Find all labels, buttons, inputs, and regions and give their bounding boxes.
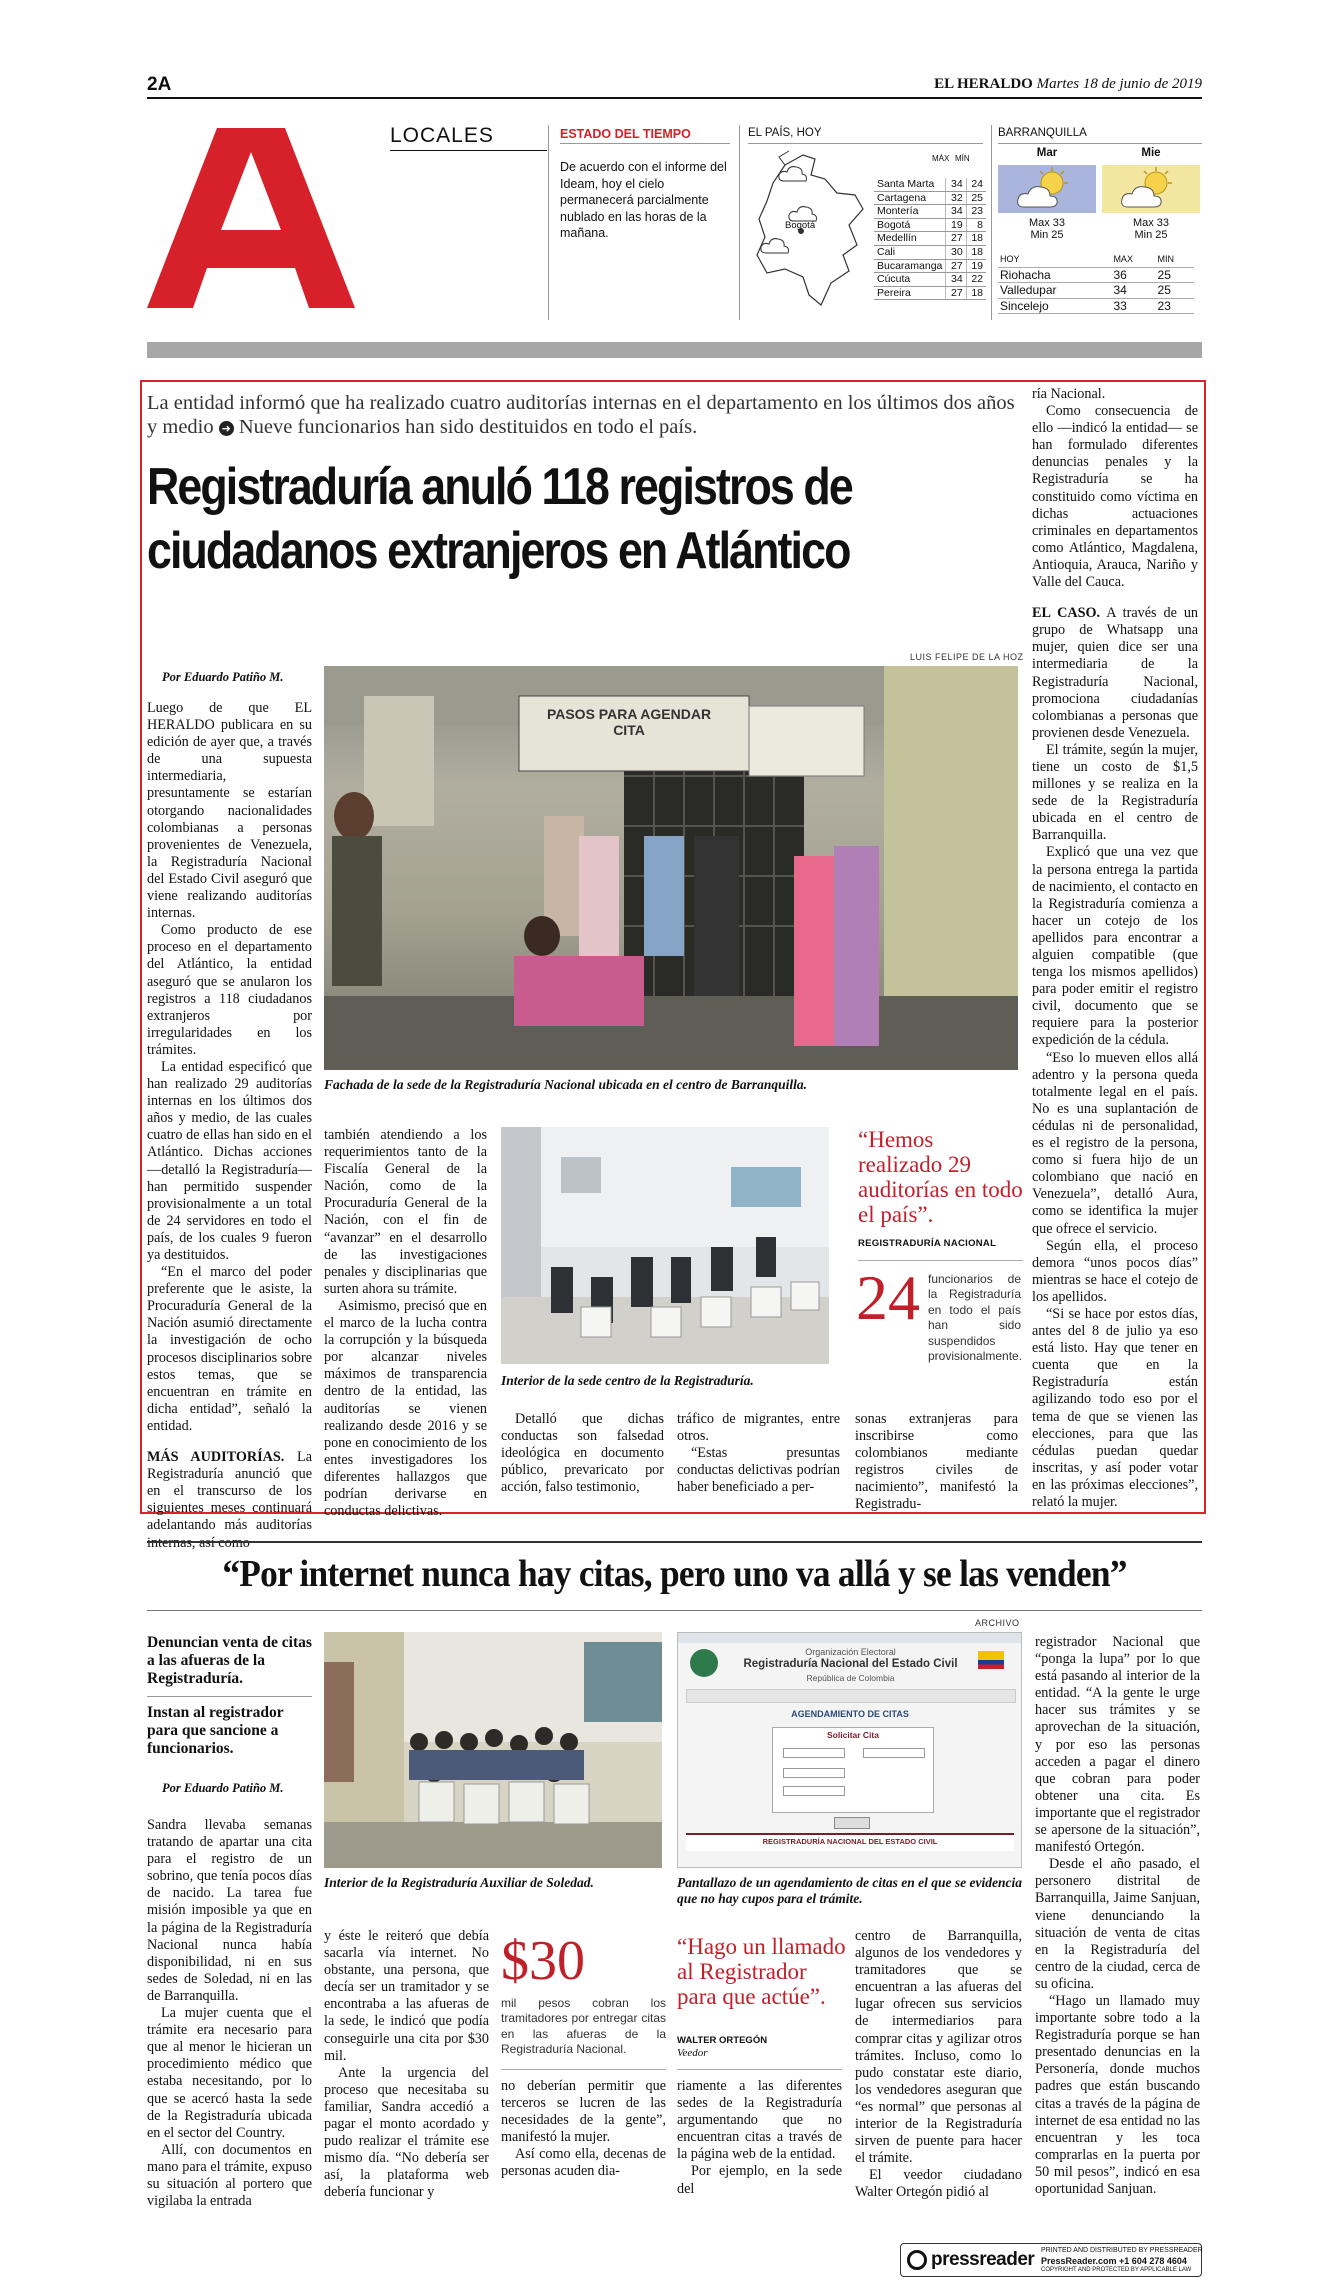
story1-col1-sub-lead: MÁS AUDITORÍAS. [147,1449,285,1466]
city-col-min: MÍN [955,154,970,163]
weather-divider-2 [739,125,740,320]
story1-headline-line1: Registraduría anuló 118 registros de [147,458,852,516]
pressreader-line3: COPYRIGHT AND PROTECTED BY APPLICABLE LAW [1041,2267,1192,2273]
city-max: 27 [946,259,966,273]
screenshot-nav [686,1689,1016,1703]
forecast-day-min: Min 25 [1030,229,1064,241]
section-letter [147,128,355,308]
screenshot-logo [690,1649,718,1677]
story2-deck-rule [147,1696,312,1697]
city-row [874,232,986,246]
city-max: 27 [946,286,966,300]
map-label: EL PAÍS, HOY [748,127,822,139]
story2-pull-quote: “Hago un llamado al Registrador para que actúe”. [677,1934,846,2009]
weather-divider-1 [548,125,549,320]
map-cloud-icon [778,164,808,184]
story1-col6-p7: “Si se hace por estos días, antes del 8 de julio ya eso está listo. Hay que tener en cuenta que en la Registraduría están agilizando todo eso por el tema de que se vienen las elecciones, para que las cédulas puedan quedar inscritas, y así poder votar en las próximas elecciones”, relató la mujer. [1032,1305,1198,1510]
city-min: 8 [966,218,986,232]
story1-col1 [147,700,312,1552]
city-row [874,259,986,273]
today-min: 25 [1156,283,1194,299]
city-row [874,218,986,232]
city-name: Santa Marta [874,178,946,191]
city-row [874,205,986,219]
story1-col4 [677,1411,840,1496]
story1-photo-facade-caption: Fachada de la sede de la Registraduría Nacional ubicada en el centro de Barranquilla. [324,1077,808,1092]
city-name: Cúcuta [874,273,946,287]
story1-col6-p3: El trámite, según la mujer, tiene un costo de $1,5 millones y se realiza en la sede de la Registraduría ubicada en el centro de Barranquilla. [1032,741,1198,844]
story2-col1-p2: La mujer cuenta que el trámite era necesario para que al menor le hicieran un procedimiento médico que estaba necesitando, por lo que se acercó hasta la sede de la Registraduría ubicada en el sector del Country. [147,2005,312,2141]
today-city: Sincelejo [998,298,1111,314]
facade-sign: PASOS PARA AGENDAR CITA [546,706,712,738]
city-row [874,178,986,191]
story1-col5 [855,1411,1018,1514]
section-title: LOCALES [390,124,494,147]
story2-col6-p3: “Hago un llamado muy importante sobre todo a la Registraduría porque se han presentado denuncias en la Personería, donde muchos padres que están buscando citas a través de la página de internet de esa entidad no las encuentran y les toca comprarlas en la puerta por 50 mil pesos”, indicó en esa oportunidad Sanjuan. [1035,1992,1200,2197]
city-max: 19 [946,218,966,232]
today-header-row [998,252,1194,267]
story1-photo-credit: LUIS FELIPE DE LA HOZ [910,652,1024,662]
story1-kicker-a: La entidad informó que ha realizado cuatro auditorías internas en el departamento en los últimos dos años y medio [147,392,1015,438]
story1-col1-p1: Luego de que EL HERALDO publicara en su edición de ayer que, a través de una supuesta intermediaria, presuntamente se estarían otorgando nacionalidades colombianas a personas provenientes de Venezuela, la Registraduría Nacional del Estado Civil aseguró que viene realizando auditorías internas. [147,700,312,922]
story1-pull-quote: “Hemos realizado 29 auditorías en todo el país”. [858,1127,1023,1227]
header-rule [147,97,1202,99]
today-row [998,298,1194,314]
city-min: 23 [966,205,986,219]
story2-col3 [501,2078,666,2181]
city-name: Medellín [874,232,946,246]
screenshot-button [834,1817,870,1829]
forecast-day-card [1102,147,1200,245]
story2-quote-source: WALTER ORTEGÓN [677,2035,768,2046]
partly-cloudy-icon [1118,167,1184,211]
map-cloud-icon [760,236,790,256]
flag-icon [978,1651,1004,1669]
story1-col6-sub [1032,605,1198,742]
forecast-day-max: Max 33 [1028,217,1066,229]
city-min: 22 [966,273,986,287]
story1-headline [147,455,904,583]
screenshot-org: Organización Electoral [805,1647,896,1657]
screenshot-select [783,1786,845,1796]
interior-illustration [501,1127,829,1364]
story2-stat-number: $30 [501,1930,585,1992]
today-header-min: MIN [1156,252,1194,267]
screenshot-form [772,1727,934,1813]
story2-col6-p2: Desde el año pasado, el personero distrital de Barranquilla, Jaime Sanjuan, viene denunciando la situación de venta de citas en la Registraduría del centro de la ciudad, cerca de su oficina. [1035,1856,1200,1992]
city-name: Bucaramanga [874,259,946,273]
masthead-name: EL HERALDO [934,76,1033,92]
today-row [998,267,1194,283]
today-header-max: MAX [1111,252,1155,267]
forecast-day-max: Max 33 [1132,217,1170,229]
weather-divider-3 [991,125,992,320]
story2-photo-soledad [324,1632,662,1868]
story2-col4 [677,2078,842,2198]
story2-col5-p1: centro de Barranquilla, algunos de los vendedores y tramitadores que se encuentran a las afueras del lugar ofrecen sus servicios de intermediarios para comprar citas y agilizar otros trámites. Incluso, como lo pudo constatar este diario, los vendedores aseguran que “es normal” que personas al interior de la Registraduría sirven de puente para hacer el trámite. [855,1928,1022,2167]
story2-screenshot-caption: Pantallazo de un agendamiento de citas en el que se evidencia que no hay cupos para el trámite. [677,1875,1022,1906]
story1-col1-sub [147,1449,312,1552]
story2-col6 [1035,1634,1200,2198]
city-min: 18 [966,286,986,300]
story2-col3-p1: no deberían permitir que terceros se lucren de las necesidades de la gente”, manifestó la mujer. [501,2078,666,2146]
story2-col4-p2: Por ejemplo, en la sede del [677,2163,842,2197]
city-min: 18 [966,232,986,246]
city-row [874,191,986,205]
partly-cloudy-icon [1014,167,1080,211]
story1-stat-number: 24 [856,1262,920,1333]
city-row [874,245,986,259]
story1-col6-p1: ría Nacional. [1032,386,1106,402]
screenshot-section: AGENDAMIENTO DE CITAS [791,1709,909,1719]
story2-col1-p1: Sandra llevaba semanas tratando de apartar una cita para el registro de un sobrino, que tenía pocos días de nacido. La tarea fue misión imposible ya que en la página de la Registraduría Nacional nunca había disponibilidad, ni en sus sedes de Soledad, ni en las de Barranquilla. [147,1817,312,2004]
today-table [998,252,1194,314]
screenshot-select [863,1748,925,1758]
story2-headline-rule [147,1610,1202,1611]
screenshot-footer: REGISTRADURÍA NACIONAL DEL ESTADO CIVIL [762,1837,938,1846]
story2-col2-p2: Ante la urgencia del proceso que necesitaba su familiar, Sandra accedió a pagar el monto acordado y pudo realizar el trámite ese mismo día. “No debería ser así, la plataforma web debería funcionar y [324,2064,489,2201]
story1-col6-p4: Explicó que una vez que la persona entrega la partida de nacimiento, el contacto en la Registraduría comienza a hacer un cotejo de los apellidos para encontrar a alguien compatible (que tenga los mismos apellidos) para poder emitir el registro civil, documento que se requiere para la posterior expedición de la cédula. [1032,844,1198,1049]
story2-col3-p2: Así como ella, decenas de personas acuden dia- [501,2146,666,2180]
forecast-day-card [998,147,1096,245]
city-name: Pereira [874,286,946,300]
pressreader-brand: pressreader [931,2249,1035,2270]
story1-col6-sub-lead: EL CASO. [1032,605,1101,622]
city-min: 24 [966,178,986,191]
masthead-info [900,76,1202,93]
today-max: 36 [1111,267,1155,283]
story1-col5-p1: sonas extranjeras para inscribirse como colombianos mediante registros civiles de nacimiento”, manifestó la Registradu- [855,1411,1018,1513]
story1-col2 [324,1127,487,1520]
story1-col4-p2: “Estas presuntas conductas delictivas podrían haber beneficiado a per- [677,1445,840,1496]
city-min: 19 [966,259,986,273]
today-header-label: HOY [998,252,1111,267]
story1-col2-p1: también atendiendo a los requerimientos tanto de la Fiscalía General de la Nación, como de la Procuraduría General de la Nación, con el fin de “avanzar” en el desarrollo de las investigaciones penales y disciplinarias que surten ahora su trámite. [324,1127,487,1297]
story2-headline: “Por internet nunca hay citas, pero uno va allá y se las venden” [222,1553,1127,1595]
pressreader-line1: PRINTED AND DISTRIBUTED BY PRESSREADER [1041,2247,1203,2254]
story2-quote-rule [677,2069,842,2070]
story2-stat-rule [501,2069,666,2070]
story2-screenshot [677,1632,1022,1868]
today-min: 25 [1156,267,1194,283]
story1-col1-p2: Como producto de ese proceso en el departamento del Atlántico, la entidad aseguró que se anularon los registros a 118 ciudadanos extranjeros por irregularidades en los trámites. [147,922,312,1058]
story2-top-rule [147,1541,1202,1543]
screenshot-country: República de Colombia [806,1673,895,1683]
story1-headline-line2: ciudadanos extranjeros en Atlántico [147,522,850,580]
story2-col1 [147,1817,312,2210]
story1-col6-sub-text: A través de un grupo de Whatsapp una mujer, quien dice ser una intermediaria de la Registraduría Nacional, promociona ciudadanías colombianas a personas que provienen desde Venezuela. [1032,605,1199,741]
weather-title-underline [560,143,730,144]
story2-col5 [855,1928,1022,2202]
story1-col2-p2: Asimismo, precisó que en el marco de la lucha contra la corrupción y la búsqueda por alcanzar niveles máximos de transparencia dentro de la entidad, las auditorías se vienen realizando desde 2016 y se pone en conocimiento de los entes investigadores los diferentes hallazgos que podrían derivarse en conductas delictivas. [324,1297,487,1520]
story2-col2 [324,1928,489,2202]
story1-quote-source: REGISTRADURÍA NACIONAL [858,1238,997,1249]
story1-photo-interior [501,1127,829,1364]
today-max: 34 [1111,283,1155,299]
section-letter-glyph [147,128,355,308]
story2-photo-soledad-caption: Interior de la Registraduría Auxiliar de Soledad. [324,1875,594,1890]
story2-col6-p1: registrador Nacional que “ponga la lupa” por lo que está pasando al interior de la entidad. “A la gente le urge hacer sus trámites y se aprovechan de la situación, y por eso las personas acceden a pagar el dinero que cobran para poder obtener una cita. Es importante que el registrador se apersone de la situación”, manifestó Ortegón. [1035,1634,1200,1856]
city-name: Cartagena [874,191,946,205]
story1-kicker-b: Nueve funcionarios han sido destituidos en todo el país. [238,416,698,438]
today-row [998,283,1194,299]
city-name: Bogotá [874,218,946,232]
city-max: 27 [946,232,966,246]
story2-deck2: Instan al registrador para que sancione a funcionarios. [147,1704,284,1757]
story1-col4-p1: tráfico de migrantes, entre otros. [677,1411,840,1445]
weather-title: ESTADO DEL TIEMPO [560,127,691,141]
section-title-underline [390,150,547,151]
city-row [874,286,986,300]
story1-col3-p1: Detalló que dichas conductas son falsedad ideológica en documento público, prevaricato por acción, falso testimonio, [501,1411,664,1496]
story1-photo-facade [324,666,1018,1070]
city-max: 30 [946,245,966,259]
weather-text: De acuerdo con el informe del Ideam, hoy el cielo permanecerá parcialmente nublado en las horas de la mañana. [560,160,727,240]
arrow-circle-icon: ➜ [219,421,234,436]
story1-col6-p6: Según ella, el proceso demora “unos pocos días” mientras se hace el cotejo de los apellidos. [1032,1237,1198,1305]
screenshot-title: Registraduría Nacional del Estado Civil [743,1658,958,1670]
forecast-day-name: Mie [1141,147,1161,159]
story1-photo-interior-caption: Interior de la sede centro de la Registraduría. [501,1373,754,1388]
story1-col6-p5: “Eso lo mueven ellos allá adentro y la persona queda totalmente legal en el país. No es una suplantación de cédulas ni de personalidad, es el registro de la persona, como si fuera hijo de un colombiano que nació en Venezuela”, detalló Aura, como se identifica la mujer que ofrece el servicio. [1032,1049,1198,1237]
story2-col1-p3: Allí, con documentos en mano para el trámite, expuso su situación al portero que vigilaba la entrada [147,2141,312,2210]
local-label-underline [998,143,1202,144]
story2-col5-p2: El veedor ciudadano Walter Ortegón pidió al [855,2167,1022,2201]
city-max: 34 [946,273,966,287]
story1-col6 [1032,386,1198,1511]
city-max: 34 [946,205,966,219]
header-date: Martes 18 de junio de 2019 [1036,76,1202,92]
city-max: 32 [946,191,966,205]
screenshot-select [783,1768,845,1778]
city-name: Cali [874,245,946,259]
local-label: BARRANQUILLA [998,127,1087,139]
forecast-day-min: Min 25 [1134,229,1168,241]
today-min: 23 [1156,298,1194,314]
pressreader-badge [900,2243,1202,2277]
story1-col6-p2: Como consecuencia de ello —indicó la entidad— se han formulado diferentes denuncias penales y la Registraduría se ha constituido como víctima en dichas actuaciones criminales en departamentos como Atlántico, Magdalena, Antioquia, Arauca, Nariño y Valle del Cauca. [1032,403,1198,591]
city-row [874,273,986,287]
story1-quote-rule [858,1260,1023,1261]
story1-col1-sub-text: La Registraduría anunció que en el transcurso de los siguientes meses continuará adelantando más auditorías [147,1449,312,1534]
story2-photo-credit: ARCHIVO [975,1618,1020,1628]
screenshot-select [783,1748,845,1758]
today-city: Valledupar [998,283,1111,299]
city-min: 25 [966,191,986,205]
story1-byline: Por Eduardo Patiño M. [162,670,284,684]
story2-stat-text: mil pesos cobran los tramitadores por entregar citas en las afueras de la Registraduría Nacional. [501,1996,666,2057]
story2-byline: Por Eduardo Patiño M. [162,1781,284,1795]
story2-col2-p1: y éste le reiteró que debía sacarla vía internet. No obstante, una persona, que decía ser un tramitador y se encontraba a las afueras de la sede, le indicó que podía conseguirle una cita por $30 mil. [324,1928,489,2064]
map-label-underline [748,143,983,144]
today-city: Riohacha [998,267,1111,283]
screenshot-form-title: Solicitar Cita [827,1730,879,1740]
soledad-illustration [324,1632,662,1868]
story1-col1-p4: “En el marco del poder preferente que le asiste, la Procuraduría General de la Nación asumió directamente la investigación de ocho procesos disciplinarios sobre estos temas, que se encuentran en trámite en dicha entidad”, señaló la entidad. [147,1264,312,1434]
city-name: Montería [874,205,946,219]
pressreader-logo-icon [907,2250,927,2270]
city-col-max: MÁX [932,154,950,163]
header-gray-bar [147,342,1202,358]
map-cloud-icon [788,204,818,224]
story1-col3 [501,1411,664,1496]
story2-col4-p1: riamente a las diferentes sedes de la Registraduría argumentando que no encuentran citas a través de la página web de la entidad. [677,2078,842,2163]
city-max: 34 [946,178,966,191]
today-max: 33 [1111,298,1155,314]
city-temps-table [874,178,986,300]
map-city-label: Bogotá [785,220,816,231]
story1-col1-p3: La entidad especificó que han realizado 29 auditorías internas en los últimos dos años y medio, de las cuales cuatro de ellas han sido en el Atlántico. Dichas acciones —detalló la Registraduría— han permitido suspender provisionalmente a un total de 24 servidores en todo el país, de los cuales 9 fueron ya destituidos. [147,1058,312,1263]
story1-stat-text: funcionarios de la Registraduría en todo el país han sido suspendidos provisionalmente. [928,1272,1023,1364]
pressreader-line2: PressReader.com +1 604 278 4604 [1041,2256,1187,2266]
story1-kicker [147,391,1017,439]
story2-quote-role: Veedor [677,2047,708,2059]
page-number: 2A [147,74,172,95]
screenshot-topbar [678,1633,1022,1643]
city-min: 18 [966,245,986,259]
story2-deck1: Denuncian venta de citas a las afueras de la Registraduría. [147,1634,312,1687]
forecast-day-name: Mar [1036,147,1058,159]
